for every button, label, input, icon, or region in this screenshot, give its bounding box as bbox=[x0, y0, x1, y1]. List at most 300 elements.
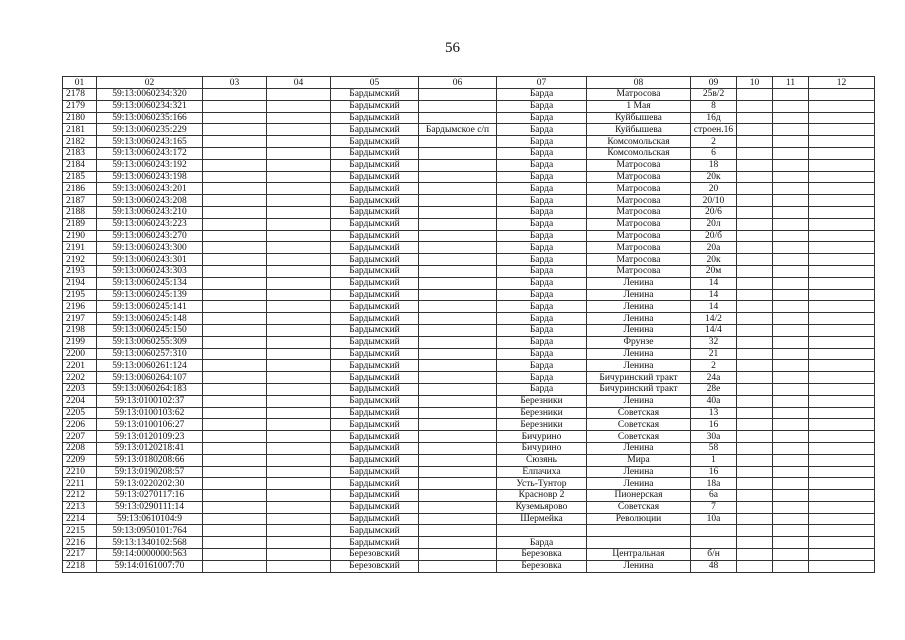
cadastral-number-cell: 59:13:0270117:16 bbox=[97, 490, 203, 502]
col-11-cell bbox=[773, 336, 809, 348]
cadastral-number-cell: 59:13:0060243:210 bbox=[97, 206, 203, 218]
col-10-cell bbox=[737, 360, 773, 372]
col-04-cell bbox=[267, 183, 331, 195]
col-10-cell bbox=[737, 277, 773, 289]
col-10-cell bbox=[737, 265, 773, 277]
table-row bbox=[63, 383, 875, 395]
row-number-cell: 2207 bbox=[63, 431, 97, 443]
col-10-cell bbox=[737, 348, 773, 360]
house-number-cell: 25в/2 bbox=[691, 89, 737, 101]
page-number: 56 bbox=[445, 40, 460, 56]
col-04-cell bbox=[267, 159, 331, 171]
col-03-cell bbox=[203, 159, 267, 171]
table-row bbox=[63, 89, 875, 101]
col-11-cell bbox=[773, 242, 809, 254]
settlement-cell bbox=[419, 218, 497, 230]
col-04-cell bbox=[267, 195, 331, 207]
col-12-cell bbox=[809, 277, 875, 289]
district-cell: Бардымский bbox=[331, 360, 419, 372]
col-03-cell bbox=[203, 112, 267, 124]
settlement-cell bbox=[419, 431, 497, 443]
locality-cell: Барда bbox=[497, 242, 587, 254]
cadastral-number-cell: 59:13:0100103:62 bbox=[97, 407, 203, 419]
col-12-cell bbox=[809, 395, 875, 407]
col-10-cell bbox=[737, 112, 773, 124]
col-12-cell bbox=[809, 466, 875, 478]
col-12-cell bbox=[809, 289, 875, 301]
col-12-cell bbox=[809, 147, 875, 159]
cadastral-number-cell: 59:13:0610104:9 bbox=[97, 513, 203, 525]
cadastral-number-cell: 59:13:0060243:172 bbox=[97, 147, 203, 159]
street-cell: Мира bbox=[587, 454, 691, 466]
house-number-cell: 20м bbox=[691, 265, 737, 277]
table-row bbox=[63, 171, 875, 183]
house-number-cell: 16 bbox=[691, 466, 737, 478]
locality-cell: Барда bbox=[497, 206, 587, 218]
district-cell: Бардымский bbox=[331, 277, 419, 289]
col-04-cell bbox=[267, 254, 331, 266]
col-04-cell bbox=[267, 313, 331, 325]
district-cell: Бардымский bbox=[331, 525, 419, 537]
street-cell bbox=[587, 537, 691, 549]
house-number-cell: 21 bbox=[691, 348, 737, 360]
col-03-cell bbox=[203, 501, 267, 513]
settlement-cell bbox=[419, 442, 497, 454]
col-11-cell bbox=[773, 372, 809, 384]
street-cell: 1 Мая bbox=[587, 100, 691, 112]
table-row bbox=[63, 324, 875, 336]
col-12-cell bbox=[809, 159, 875, 171]
street-cell: Комсомольская bbox=[587, 136, 691, 148]
house-number-cell: 16 bbox=[691, 419, 737, 431]
col-04-cell bbox=[267, 454, 331, 466]
table-row bbox=[63, 501, 875, 513]
col-11-cell bbox=[773, 442, 809, 454]
col-10-cell bbox=[737, 171, 773, 183]
street-cell bbox=[587, 525, 691, 537]
cadastral-number-cell: 59:13:0060243:223 bbox=[97, 218, 203, 230]
district-cell: Бардымский bbox=[331, 254, 419, 266]
row-number-cell: 2211 bbox=[63, 478, 97, 490]
col-04-cell bbox=[267, 147, 331, 159]
header-row bbox=[63, 77, 875, 89]
locality-cell: Барда bbox=[497, 289, 587, 301]
col-04-cell bbox=[267, 560, 331, 572]
col-11-cell bbox=[773, 171, 809, 183]
col-11-cell bbox=[773, 419, 809, 431]
locality-cell: Барда bbox=[497, 136, 587, 148]
locality-cell: Барда bbox=[497, 383, 587, 395]
locality-cell: Бичурино bbox=[497, 442, 587, 454]
settlement-cell bbox=[419, 159, 497, 171]
row-number-cell: 2180 bbox=[63, 112, 97, 124]
street-cell: Матросова bbox=[587, 242, 691, 254]
col-03-cell bbox=[203, 301, 267, 313]
cadastral-number-cell: 59:13:0060261:124 bbox=[97, 360, 203, 372]
district-cell: Бардымский bbox=[331, 490, 419, 502]
col-12-cell bbox=[809, 218, 875, 230]
settlement-cell bbox=[419, 171, 497, 183]
settlement-cell bbox=[419, 549, 497, 561]
locality-cell: Красновр 2 bbox=[497, 490, 587, 502]
street-cell: Матросова bbox=[587, 183, 691, 195]
house-number-cell: 6 bbox=[691, 147, 737, 159]
settlement-cell bbox=[419, 183, 497, 195]
col-12-cell bbox=[809, 265, 875, 277]
column-header: 05 bbox=[331, 77, 419, 89]
locality-cell: Барда bbox=[497, 218, 587, 230]
col-12-cell bbox=[809, 89, 875, 101]
column-header: 11 bbox=[773, 77, 809, 89]
settlement-cell bbox=[419, 277, 497, 289]
settlement-cell bbox=[419, 289, 497, 301]
row-number-cell: 2202 bbox=[63, 372, 97, 384]
col-03-cell bbox=[203, 442, 267, 454]
house-number-cell: 20а bbox=[691, 242, 737, 254]
cadastral-number-cell: 59:13:0060243:198 bbox=[97, 171, 203, 183]
col-11-cell bbox=[773, 490, 809, 502]
house-number-cell: строен.16 bbox=[691, 124, 737, 136]
district-cell: Бардымский bbox=[331, 336, 419, 348]
col-11-cell bbox=[773, 147, 809, 159]
cadastral-number-cell: 59:13:0060234:321 bbox=[97, 100, 203, 112]
cadastral-number-cell: 59:13:0060255:309 bbox=[97, 336, 203, 348]
table-row bbox=[63, 348, 875, 360]
col-11-cell bbox=[773, 124, 809, 136]
house-number-cell: 14 bbox=[691, 277, 737, 289]
col-10-cell bbox=[737, 218, 773, 230]
col-12-cell bbox=[809, 442, 875, 454]
col-11-cell bbox=[773, 395, 809, 407]
col-03-cell bbox=[203, 336, 267, 348]
street-cell: Пионерская bbox=[587, 490, 691, 502]
cadastral-number-cell: 59:13:0060234:320 bbox=[97, 89, 203, 101]
col-03-cell bbox=[203, 183, 267, 195]
col-12-cell bbox=[809, 254, 875, 266]
col-11-cell bbox=[773, 254, 809, 266]
district-cell: Бардымский bbox=[331, 348, 419, 360]
street-cell: Матросова bbox=[587, 254, 691, 266]
street-cell: Бичуринский тракт bbox=[587, 372, 691, 384]
table-row bbox=[63, 100, 875, 112]
col-11-cell bbox=[773, 112, 809, 124]
locality-cell: Усть-Тунтор bbox=[497, 478, 587, 490]
col-12-cell bbox=[809, 537, 875, 549]
street-cell: Революции bbox=[587, 513, 691, 525]
settlement-cell bbox=[419, 265, 497, 277]
row-number-cell: 2209 bbox=[63, 454, 97, 466]
col-10-cell bbox=[737, 159, 773, 171]
col-03-cell bbox=[203, 277, 267, 289]
locality-cell: Барда bbox=[497, 100, 587, 112]
row-number-cell: 2182 bbox=[63, 136, 97, 148]
col-10-cell bbox=[737, 136, 773, 148]
col-03-cell bbox=[203, 537, 267, 549]
table-row bbox=[63, 360, 875, 372]
column-header: 07 bbox=[497, 77, 587, 89]
district-cell: Бардымский bbox=[331, 136, 419, 148]
street-cell: Ленина bbox=[587, 395, 691, 407]
row-number-cell: 2201 bbox=[63, 360, 97, 372]
locality-cell: Березовка bbox=[497, 560, 587, 572]
row-number-cell: 2215 bbox=[63, 525, 97, 537]
table-row bbox=[63, 313, 875, 325]
col-10-cell bbox=[737, 206, 773, 218]
col-04-cell bbox=[267, 89, 331, 101]
table-row bbox=[63, 336, 875, 348]
column-header: 01 bbox=[63, 77, 97, 89]
district-cell: Бардымский bbox=[331, 89, 419, 101]
locality-cell: Барда bbox=[497, 254, 587, 266]
col-04-cell bbox=[267, 336, 331, 348]
col-03-cell bbox=[203, 147, 267, 159]
district-cell: Бардымский bbox=[331, 395, 419, 407]
col-12-cell bbox=[809, 100, 875, 112]
col-10-cell bbox=[737, 560, 773, 572]
table-row bbox=[63, 513, 875, 525]
locality-cell: Шермейка bbox=[497, 513, 587, 525]
col-11-cell bbox=[773, 525, 809, 537]
house-number-cell: 10а bbox=[691, 513, 737, 525]
street-cell: Матросова bbox=[587, 89, 691, 101]
locality-cell: Березовка bbox=[497, 549, 587, 561]
cadastral-number-cell: 59:13:0060243:270 bbox=[97, 230, 203, 242]
locality-cell: Барда bbox=[497, 89, 587, 101]
col-11-cell bbox=[773, 277, 809, 289]
col-03-cell bbox=[203, 466, 267, 478]
col-12-cell bbox=[809, 478, 875, 490]
district-cell: Бардымский bbox=[331, 100, 419, 112]
locality-cell: Барда bbox=[497, 124, 587, 136]
col-11-cell bbox=[773, 549, 809, 561]
house-number-cell: 14/4 bbox=[691, 324, 737, 336]
row-number-cell: 2187 bbox=[63, 195, 97, 207]
col-11-cell bbox=[773, 301, 809, 313]
house-number-cell: 13 bbox=[691, 407, 737, 419]
col-10-cell bbox=[737, 383, 773, 395]
locality-cell: Барда bbox=[497, 348, 587, 360]
house-number-cell: 20к bbox=[691, 254, 737, 266]
col-04-cell bbox=[267, 513, 331, 525]
table-row bbox=[63, 206, 875, 218]
row-number-cell: 2210 bbox=[63, 466, 97, 478]
col-11-cell bbox=[773, 136, 809, 148]
district-cell: Бардымский bbox=[331, 206, 419, 218]
col-03-cell bbox=[203, 383, 267, 395]
table-row bbox=[63, 254, 875, 266]
row-number-cell: 2194 bbox=[63, 277, 97, 289]
col-04-cell bbox=[267, 466, 331, 478]
table-row bbox=[63, 454, 875, 466]
settlement-cell bbox=[419, 513, 497, 525]
col-04-cell bbox=[267, 136, 331, 148]
col-12-cell bbox=[809, 112, 875, 124]
house-number-cell: 40а bbox=[691, 395, 737, 407]
district-cell: Бардымский bbox=[331, 442, 419, 454]
cadastral-number-cell: 59:13:1340102:568 bbox=[97, 537, 203, 549]
settlement-cell bbox=[419, 112, 497, 124]
col-12-cell bbox=[809, 301, 875, 313]
col-03-cell bbox=[203, 265, 267, 277]
house-number-cell: 28е bbox=[691, 383, 737, 395]
settlement-cell: Бардымское с/п bbox=[419, 124, 497, 136]
district-cell: Бардымский bbox=[331, 537, 419, 549]
street-cell: Матросова bbox=[587, 206, 691, 218]
table-row bbox=[63, 525, 875, 537]
house-number-cell: 14 bbox=[691, 301, 737, 313]
street-cell: Советская bbox=[587, 419, 691, 431]
col-10-cell bbox=[737, 490, 773, 502]
settlement-cell bbox=[419, 490, 497, 502]
col-10-cell bbox=[737, 513, 773, 525]
col-03-cell bbox=[203, 372, 267, 384]
district-cell: Бардымский bbox=[331, 242, 419, 254]
settlement-cell bbox=[419, 100, 497, 112]
col-04-cell bbox=[267, 301, 331, 313]
street-cell: Советская bbox=[587, 501, 691, 513]
street-cell: Ленина bbox=[587, 478, 691, 490]
col-11-cell bbox=[773, 206, 809, 218]
col-11-cell bbox=[773, 313, 809, 325]
street-cell: Ленина bbox=[587, 301, 691, 313]
col-04-cell bbox=[267, 442, 331, 454]
street-cell: Ленина bbox=[587, 466, 691, 478]
col-11-cell bbox=[773, 324, 809, 336]
settlement-cell bbox=[419, 348, 497, 360]
col-04-cell bbox=[267, 360, 331, 372]
street-cell: Ленина bbox=[587, 277, 691, 289]
table-row bbox=[63, 136, 875, 148]
house-number-cell: 7 bbox=[691, 501, 737, 513]
col-10-cell bbox=[737, 289, 773, 301]
cadastral-number-cell: 59:13:0060243:208 bbox=[97, 195, 203, 207]
cadastral-number-cell: 59:13:0060243:192 bbox=[97, 159, 203, 171]
col-10-cell bbox=[737, 466, 773, 478]
house-number-cell: 20/10 bbox=[691, 195, 737, 207]
table-row bbox=[63, 159, 875, 171]
locality-cell: Барда bbox=[497, 277, 587, 289]
settlement-cell bbox=[419, 147, 497, 159]
column-header: 12 bbox=[809, 77, 875, 89]
table-row bbox=[63, 124, 875, 136]
col-10-cell bbox=[737, 313, 773, 325]
cadastral-number-cell: 59:13:0060257:310 bbox=[97, 348, 203, 360]
locality-cell: Барда bbox=[497, 195, 587, 207]
col-03-cell bbox=[203, 206, 267, 218]
cadastral-number-cell: 59:13:0190208:57 bbox=[97, 466, 203, 478]
district-cell: Бардымский bbox=[331, 183, 419, 195]
house-number-cell: 8 bbox=[691, 100, 737, 112]
column-header: 10 bbox=[737, 77, 773, 89]
settlement-cell bbox=[419, 525, 497, 537]
settlement-cell bbox=[419, 466, 497, 478]
col-10-cell bbox=[737, 183, 773, 195]
street-cell: Ленина bbox=[587, 289, 691, 301]
col-03-cell bbox=[203, 100, 267, 112]
house-number-cell: 24а bbox=[691, 372, 737, 384]
col-11-cell bbox=[773, 513, 809, 525]
row-number-cell: 2213 bbox=[63, 501, 97, 513]
col-04-cell bbox=[267, 419, 331, 431]
cadastral-number-cell: 59:13:0120218:41 bbox=[97, 442, 203, 454]
settlement-cell bbox=[419, 324, 497, 336]
house-number-cell: 14 bbox=[691, 289, 737, 301]
row-number-cell: 2186 bbox=[63, 183, 97, 195]
district-cell: Березовский bbox=[331, 549, 419, 561]
col-10-cell bbox=[737, 442, 773, 454]
locality-cell: Барда bbox=[497, 360, 587, 372]
col-12-cell bbox=[809, 549, 875, 561]
col-04-cell bbox=[267, 242, 331, 254]
cadastral-number-cell: 59:13:0060264:107 bbox=[97, 372, 203, 384]
col-03-cell bbox=[203, 513, 267, 525]
cadastral-number-cell: 59:13:0060243:201 bbox=[97, 183, 203, 195]
locality-cell: Сюзянь bbox=[497, 454, 587, 466]
house-number-cell: 48 bbox=[691, 560, 737, 572]
col-11-cell bbox=[773, 454, 809, 466]
row-number-cell: 2185 bbox=[63, 171, 97, 183]
col-10-cell bbox=[737, 407, 773, 419]
district-cell: Бардымский bbox=[331, 112, 419, 124]
col-03-cell bbox=[203, 490, 267, 502]
street-cell: Матросова bbox=[587, 218, 691, 230]
col-10-cell bbox=[737, 336, 773, 348]
district-cell: Бардымский bbox=[331, 195, 419, 207]
district-cell: Бардымский bbox=[331, 431, 419, 443]
col-10-cell bbox=[737, 549, 773, 561]
col-12-cell bbox=[809, 230, 875, 242]
street-cell: Матросова bbox=[587, 195, 691, 207]
col-10-cell bbox=[737, 147, 773, 159]
col-12-cell bbox=[809, 525, 875, 537]
col-11-cell bbox=[773, 218, 809, 230]
table-row bbox=[63, 112, 875, 124]
col-10-cell bbox=[737, 431, 773, 443]
cadastral-number-cell: 59:14:0161007:70 bbox=[97, 560, 203, 572]
locality-cell: Барда bbox=[497, 112, 587, 124]
street-cell: Куйбышева bbox=[587, 112, 691, 124]
col-11-cell bbox=[773, 431, 809, 443]
settlement-cell bbox=[419, 407, 497, 419]
settlement-cell bbox=[419, 336, 497, 348]
house-number-cell: 58 bbox=[691, 442, 737, 454]
district-cell: Бардымский bbox=[331, 419, 419, 431]
col-04-cell bbox=[267, 501, 331, 513]
settlement-cell bbox=[419, 360, 497, 372]
row-number-cell: 2217 bbox=[63, 549, 97, 561]
col-03-cell bbox=[203, 431, 267, 443]
col-03-cell bbox=[203, 218, 267, 230]
col-11-cell bbox=[773, 289, 809, 301]
house-number-cell: 6а bbox=[691, 490, 737, 502]
col-04-cell bbox=[267, 289, 331, 301]
row-number-cell: 2208 bbox=[63, 442, 97, 454]
street-cell: Ленина bbox=[587, 442, 691, 454]
column-header: 09 bbox=[691, 77, 737, 89]
row-number-cell: 2197 bbox=[63, 313, 97, 325]
col-12-cell bbox=[809, 383, 875, 395]
cadastral-number-cell: 59:13:0060245:139 bbox=[97, 289, 203, 301]
col-10-cell bbox=[737, 372, 773, 384]
column-header: 04 bbox=[267, 77, 331, 89]
cadastral-number-cell: 59:13:0060245:148 bbox=[97, 313, 203, 325]
col-04-cell bbox=[267, 124, 331, 136]
col-11-cell bbox=[773, 537, 809, 549]
house-number-cell: б/н bbox=[691, 549, 737, 561]
locality-cell: Барда bbox=[497, 265, 587, 277]
cadastral-number-cell: 59:13:0060245:134 bbox=[97, 277, 203, 289]
col-10-cell bbox=[737, 454, 773, 466]
